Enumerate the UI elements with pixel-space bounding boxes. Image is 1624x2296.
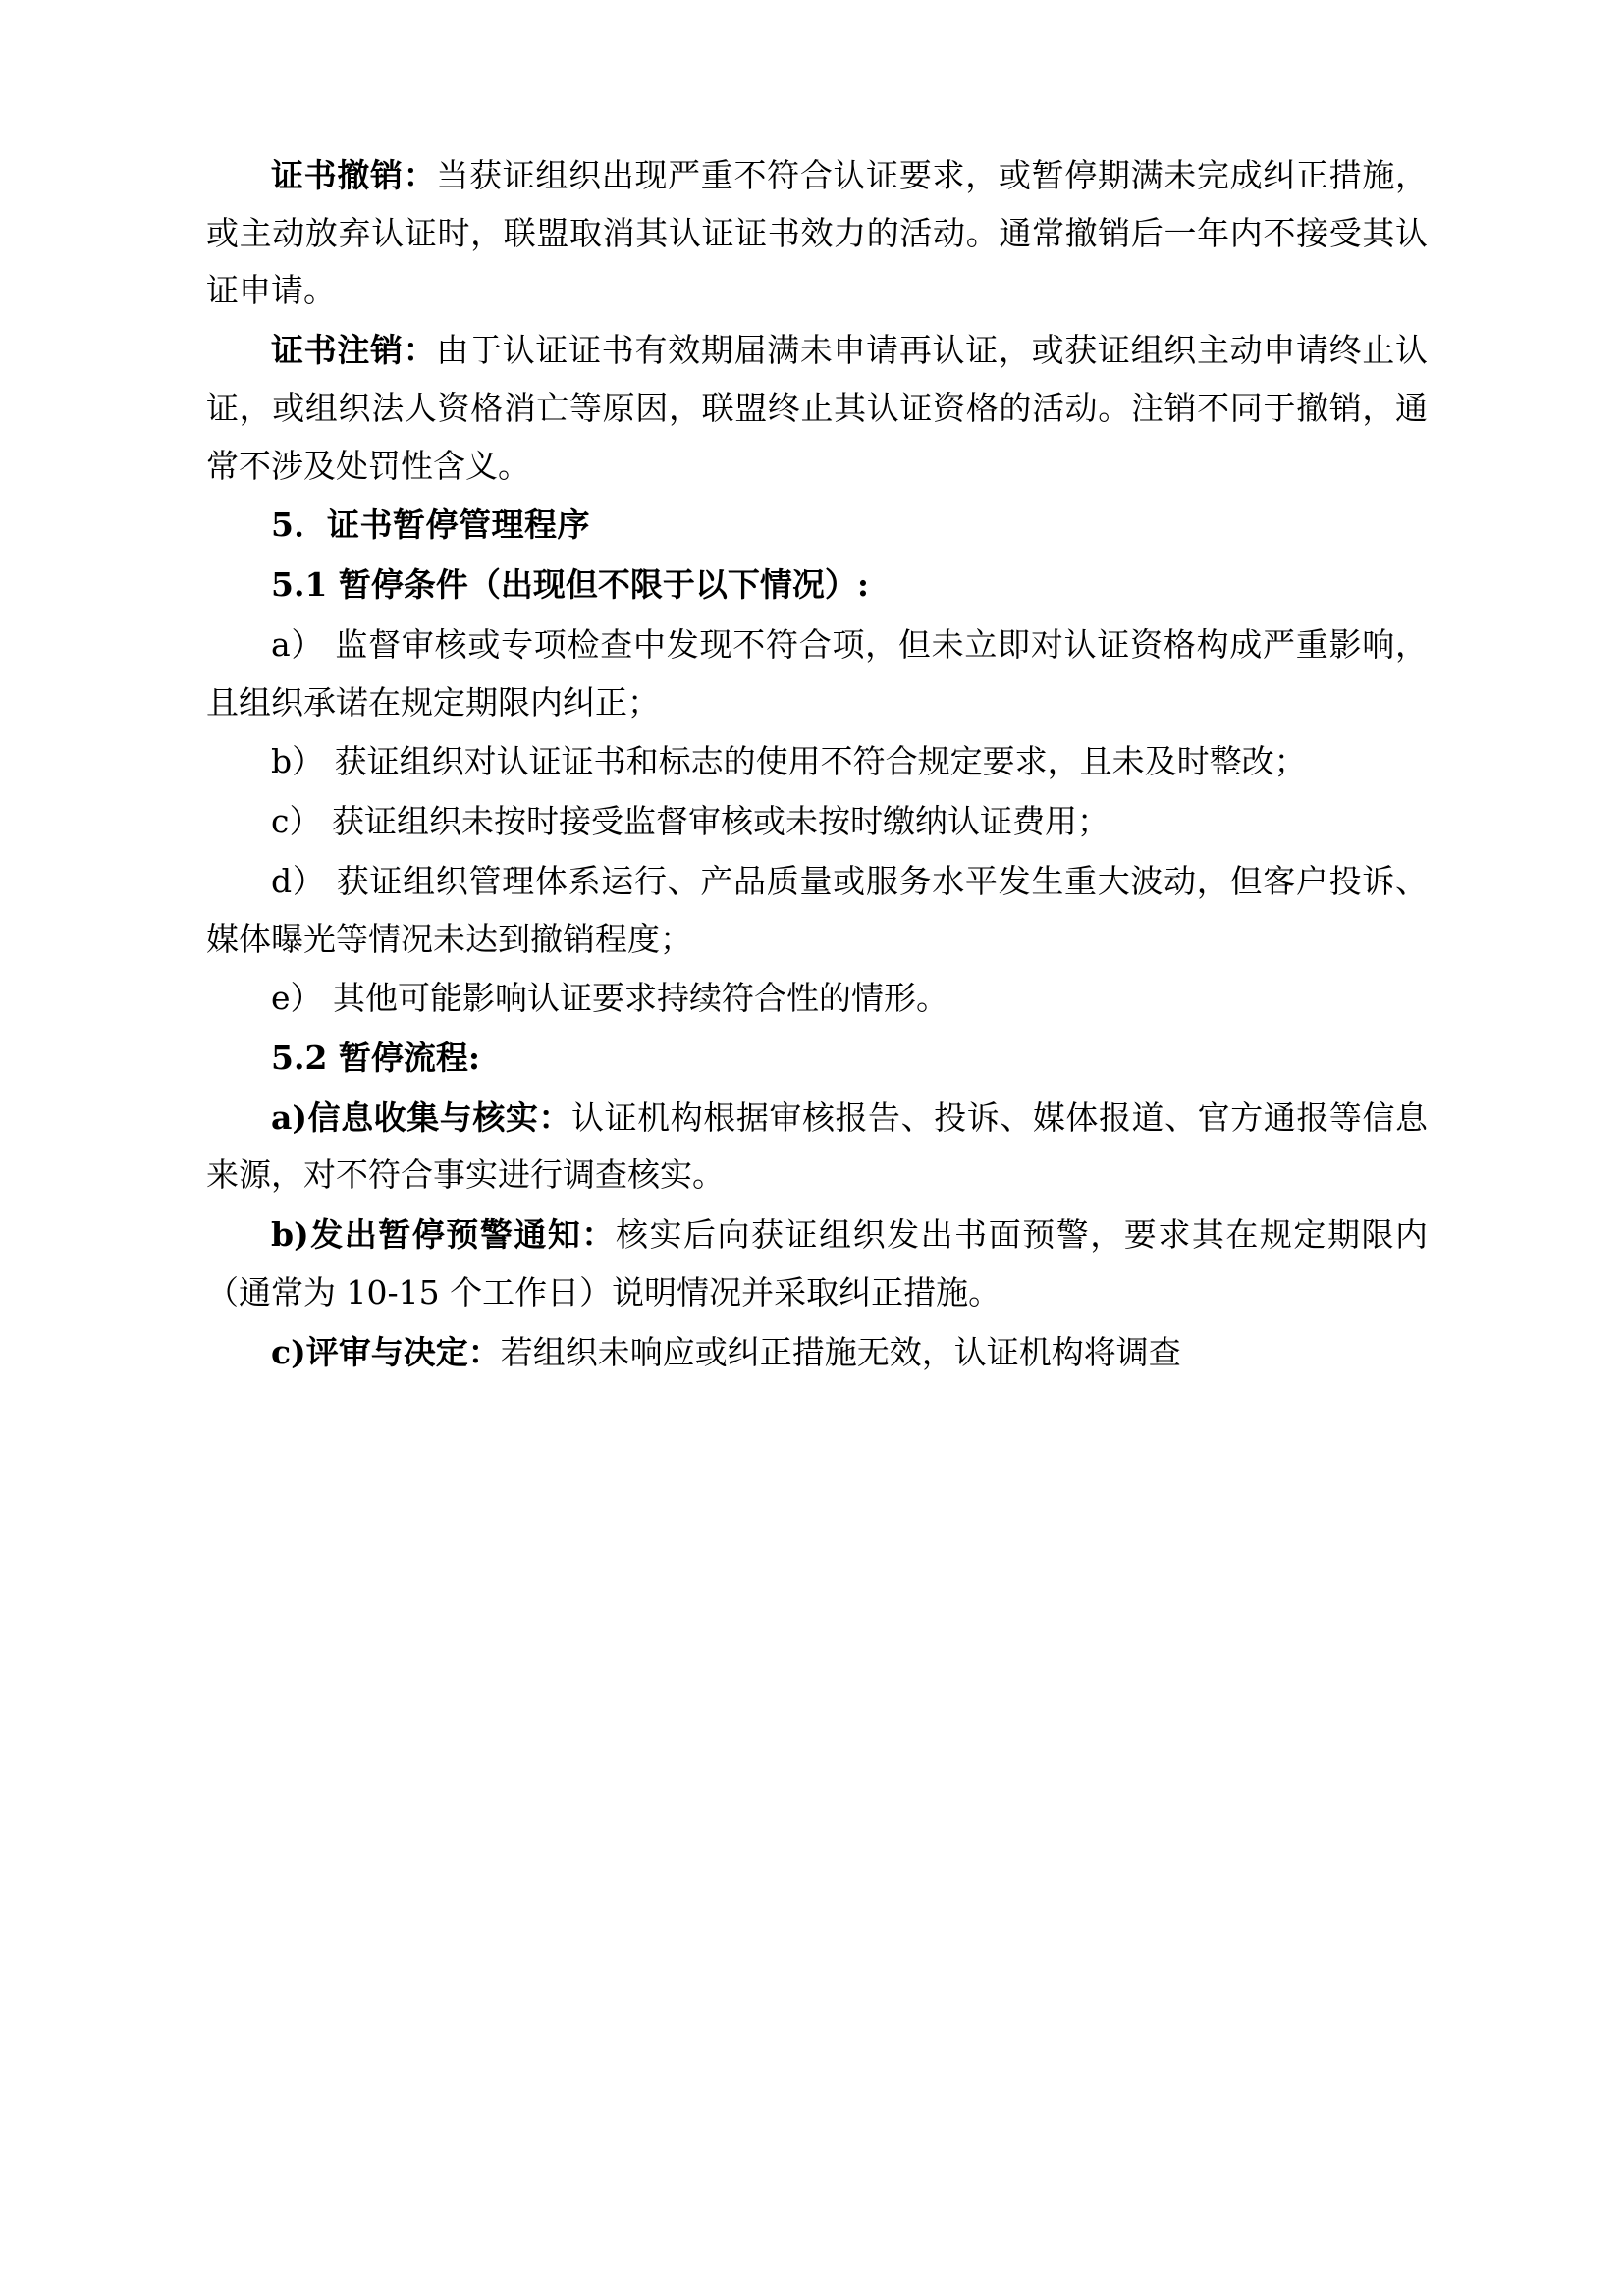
list-item-a: a） 监督审核或专项检查中发现不符合项，但未立即对认证资格构成严重影响，且组织承诺在规定期限内纠正； (206, 624, 1428, 721)
paragraph-text-step-c: 若组织未响应或纠正措施无效，认证机构将调查 (500, 1332, 1181, 1371)
paragraph-text-step-b: 核实后向获证组织发出书面预警，要求其在规定期限内（通常为 10-15 个工作日）说明情况并采取纠正措施。 (206, 1215, 1428, 1311)
term-label-step-c: c)评审与决定： (271, 1332, 501, 1371)
paragraph-text-cert-cancellation: 由于认证证书有效期届满未申请再认证，或获证组织主动申请终止认证，或组织法人资格消亡等原因，联盟终止其认证资格的活动。注销不同于撤销，通常不涉及处罚性含义。 (206, 331, 1429, 485)
paragraph-cert-cancellation (206, 322, 1428, 495)
list-item-c: c） 获证组织未按时接受监督审核或未按时缴纳认证费用； (271, 802, 1110, 841)
term-label-step-b: b)发出暂停预警通知： (271, 1215, 616, 1255)
list-item-step-c (206, 1324, 1428, 1382)
list-item-e: e） 其他可能影响认证要求持续符合性的情形。 (271, 979, 949, 1018)
list-item-b: b） 获证组织对认证证书和标志的使用不符合规定要求，且未及时整改； (271, 742, 1307, 781)
list-item-step-b (206, 1206, 1428, 1321)
heading-section-5-1: 5.1 暂停条件（出现但不限于以下情况）: (271, 565, 870, 605)
list-item-step-a (206, 1090, 1428, 1204)
paragraph-text-step-a: 认证机构根据审核报告、投诉、媒体报道、官方通报等信息来源，对不符合事实进行调查核实。 (206, 1097, 1429, 1195)
paragraph-cert-revocation (206, 147, 1428, 320)
term-label-cert-cancellation: 证书注销： (271, 331, 437, 370)
list-item-d: d） 获证组织管理体系运行、产品质量或服务水平发生重大波动，但客户投诉、媒体曝光等情况未达到撤销程度； (206, 861, 1428, 958)
term-label-cert-revocation: 证书撤销： (271, 156, 437, 194)
heading-section-5: 5．证书暂停管理程序 (271, 506, 590, 545)
term-label-step-a: a)信息收集与核实： (271, 1097, 572, 1137)
heading-section-5-2: 5.2 暂停流程: (271, 1039, 481, 1078)
document-body (206, 147, 1428, 1381)
paragraph-text-cert-revocation: 当获证组织出现严重不符合认证要求，或暂停期满未完成纠正措施，或主动放弃认证时，联盟取消其认证证书效力的活动。通常撤销后一年内不接受其认证申请。 (206, 156, 1429, 310)
